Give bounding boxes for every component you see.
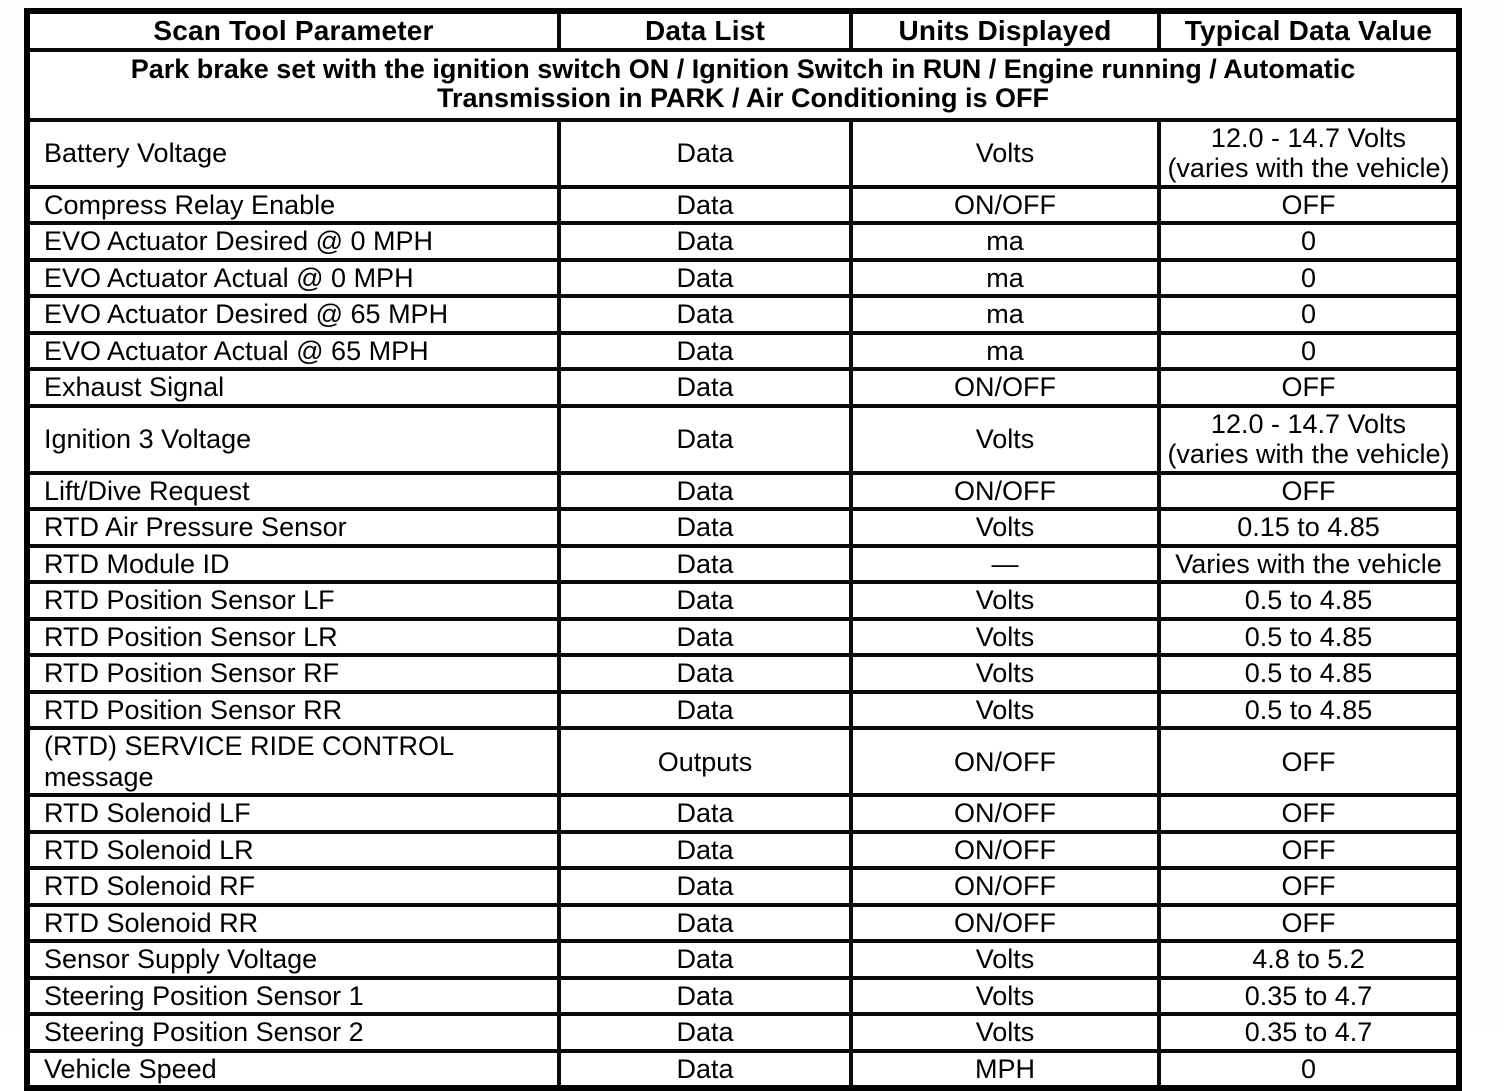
table-row: [27, 905, 1459, 942]
table-body: [27, 120, 1459, 1089]
units-cell: ON/OFF: [851, 728, 1159, 795]
typical-value-cell: 12.0 - 14.7 Volts (varies with the vehicle): [1159, 120, 1459, 187]
typical-value-cell: OFF: [1159, 905, 1459, 942]
typical-value-cell: 0: [1159, 296, 1459, 333]
parameter-cell: Ignition 3 Voltage: [27, 406, 559, 473]
typical-value-cell: 0.5 to 4.85: [1159, 692, 1459, 729]
units-cell: Volts: [851, 1014, 1159, 1051]
table-row: [27, 187, 1459, 224]
typical-value-cell: 0: [1159, 223, 1459, 260]
typical-value-cell: 0.35 to 4.7: [1159, 1014, 1459, 1051]
typical-value-cell: 0.5 to 4.85: [1159, 655, 1459, 692]
parameter-cell: Compress Relay Enable: [27, 187, 559, 224]
parameter-cell: EVO Actuator Actual @ 65 MPH: [27, 333, 559, 370]
parameter-cell: Steering Position Sensor 2: [27, 1014, 559, 1051]
parameter-cell: Steering Position Sensor 1: [27, 978, 559, 1015]
units-cell: Volts: [851, 406, 1159, 473]
data-list-cell: Data: [559, 582, 851, 619]
units-cell: ON/OFF: [851, 473, 1159, 510]
column-header-scan-tool-parameter: Scan Tool Parameter: [27, 11, 559, 50]
units-cell: ma: [851, 223, 1159, 260]
units-cell: Volts: [851, 978, 1159, 1015]
table-row: [27, 728, 1459, 795]
table-row: [27, 509, 1459, 546]
table-row: [27, 473, 1459, 510]
data-list-cell: Data: [559, 473, 851, 510]
typical-value-cell: OFF: [1159, 728, 1459, 795]
parameter-cell: RTD Air Pressure Sensor: [27, 509, 559, 546]
units-cell: ON/OFF: [851, 832, 1159, 869]
table-row: [27, 832, 1459, 869]
parameter-cell: Battery Voltage: [27, 120, 559, 187]
parameter-cell: RTD Position Sensor RR: [27, 692, 559, 729]
table-row: [27, 978, 1459, 1015]
units-cell: ON/OFF: [851, 369, 1159, 406]
table-row: [27, 582, 1459, 619]
units-cell: —: [851, 546, 1159, 583]
parameter-cell: Vehicle Speed: [27, 1051, 559, 1089]
typical-value-cell: OFF: [1159, 369, 1459, 406]
units-cell: ON/OFF: [851, 795, 1159, 832]
typical-value-cell: OFF: [1159, 187, 1459, 224]
typical-value-cell: 0.5 to 4.85: [1159, 619, 1459, 656]
data-list-cell: Data: [559, 260, 851, 297]
typical-value-cell: OFF: [1159, 473, 1459, 510]
units-cell: Volts: [851, 582, 1159, 619]
data-list-cell: Data: [559, 333, 851, 370]
units-cell: ma: [851, 260, 1159, 297]
data-list-cell: Data: [559, 509, 851, 546]
typical-value-cell: OFF: [1159, 868, 1459, 905]
parameter-cell: RTD Module ID: [27, 546, 559, 583]
column-header-units-displayed: Units Displayed: [851, 11, 1159, 50]
units-cell: ma: [851, 296, 1159, 333]
data-list-cell: Data: [559, 905, 851, 942]
parameter-cell: (RTD) SERVICE RIDE CONTROL message: [27, 728, 559, 795]
data-list-cell: Data: [559, 619, 851, 656]
parameter-cell: RTD Solenoid LF: [27, 795, 559, 832]
data-list-cell: Data: [559, 941, 851, 978]
data-list-cell: Data: [559, 978, 851, 1015]
parameter-cell: EVO Actuator Actual @ 0 MPH: [27, 260, 559, 297]
data-list-cell: Data: [559, 187, 851, 224]
data-list-cell: Data: [559, 406, 851, 473]
typical-value-cell: 0: [1159, 260, 1459, 297]
typical-value-cell: 0: [1159, 1051, 1459, 1089]
units-cell: ma: [851, 333, 1159, 370]
table-row: [27, 546, 1459, 583]
data-list-cell: Data: [559, 1051, 851, 1089]
header-row: [27, 11, 1459, 50]
data-list-cell: Data: [559, 692, 851, 729]
data-list-cell: Data: [559, 832, 851, 869]
table-row: [27, 333, 1459, 370]
data-list-cell: Data: [559, 223, 851, 260]
data-list-cell: Data: [559, 369, 851, 406]
table-row: [27, 655, 1459, 692]
table-row: [27, 120, 1459, 187]
parameter-cell: Exhaust Signal: [27, 369, 559, 406]
parameter-cell: RTD Solenoid RF: [27, 868, 559, 905]
typical-value-cell: 0.15 to 4.85: [1159, 509, 1459, 546]
parameter-cell: RTD Position Sensor LR: [27, 619, 559, 656]
parameter-cell: RTD Position Sensor RF: [27, 655, 559, 692]
data-list-cell: Data: [559, 1014, 851, 1051]
data-list-cell: Data: [559, 296, 851, 333]
units-cell: Volts: [851, 120, 1159, 187]
table-row: [27, 795, 1459, 832]
data-list-cell: Data: [559, 546, 851, 583]
parameter-cell: EVO Actuator Desired @ 65 MPH: [27, 296, 559, 333]
typical-value-cell: Varies with the vehicle: [1159, 546, 1459, 583]
column-header-typical-data-value: Typical Data Value: [1159, 11, 1459, 50]
typical-value-cell: 0.5 to 4.85: [1159, 582, 1459, 619]
table-row: [27, 868, 1459, 905]
parameter-cell: RTD Solenoid LR: [27, 832, 559, 869]
data-list-cell: Data: [559, 655, 851, 692]
column-header-data-list: Data List: [559, 11, 851, 50]
parameter-cell: EVO Actuator Desired @ 0 MPH: [27, 223, 559, 260]
table-row: [27, 619, 1459, 656]
data-list-cell: Data: [559, 868, 851, 905]
parameter-cell: Lift/Dive Request: [27, 473, 559, 510]
units-cell: MPH: [851, 1051, 1159, 1089]
units-cell: Volts: [851, 655, 1159, 692]
typical-value-cell: OFF: [1159, 795, 1459, 832]
table-row: [27, 692, 1459, 729]
typical-value-cell: OFF: [1159, 832, 1459, 869]
units-cell: Volts: [851, 692, 1159, 729]
units-cell: Volts: [851, 509, 1159, 546]
parameter-cell: RTD Solenoid RR: [27, 905, 559, 942]
condition-row: [27, 50, 1459, 120]
table-row: [27, 260, 1459, 297]
parameter-cell: Sensor Supply Voltage: [27, 941, 559, 978]
units-cell: Volts: [851, 619, 1159, 656]
table-row: [27, 941, 1459, 978]
data-list-cell: Outputs: [559, 728, 851, 795]
units-cell: ON/OFF: [851, 187, 1159, 224]
table-row: [27, 1014, 1459, 1051]
table-row: [27, 296, 1459, 333]
scan-tool-parameter-table: [24, 8, 1462, 1091]
table-row: [27, 223, 1459, 260]
table-row: [27, 406, 1459, 473]
typical-value-cell: 4.8 to 5.2: [1159, 941, 1459, 978]
units-cell: ON/OFF: [851, 905, 1159, 942]
test-condition-text: Park brake set with the ignition switch ON / Ignition Switch in RUN / Engine running / Automatic Transmission in PARK / Air Conditioning is OFF: [27, 50, 1459, 120]
typical-value-cell: 0: [1159, 333, 1459, 370]
data-list-cell: Data: [559, 120, 851, 187]
units-cell: Volts: [851, 941, 1159, 978]
units-cell: ON/OFF: [851, 868, 1159, 905]
parameter-cell: RTD Position Sensor LF: [27, 582, 559, 619]
table-row: [27, 369, 1459, 406]
typical-value-cell: 12.0 - 14.7 Volts (varies with the vehicle): [1159, 406, 1459, 473]
table-row: [27, 1051, 1459, 1089]
data-list-cell: Data: [559, 795, 851, 832]
typical-value-cell: 0.35 to 4.7: [1159, 978, 1459, 1015]
